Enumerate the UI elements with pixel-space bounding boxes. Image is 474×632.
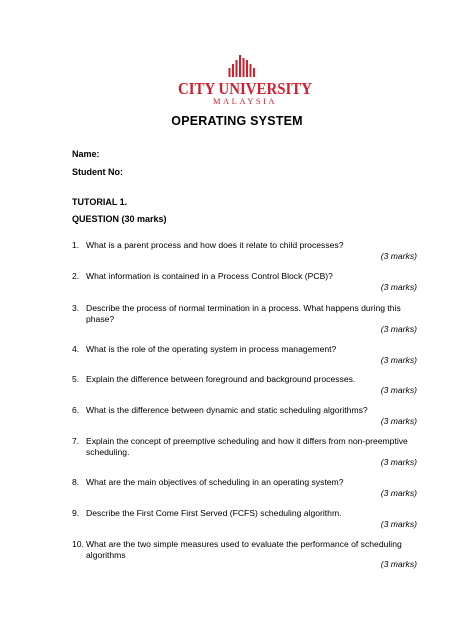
question-text-line: Describe the process of normal termination in a process. What happens during this: [86, 303, 401, 313]
question-marks: (3 marks): [380, 488, 417, 498]
logo-line-2: MALAYSIA: [212, 96, 278, 106]
question-marks: (3 marks): [380, 559, 417, 569]
name-label: Name:: [72, 149, 100, 159]
question-number: 9.: [72, 508, 80, 518]
tutorial-label: TUTORIAL 1.: [72, 197, 128, 207]
question-text-line: phase?: [86, 314, 115, 324]
question-number: 6.: [72, 405, 80, 415]
page-title: OPERATING SYSTEM: [171, 114, 303, 128]
question-text: [86, 240, 416, 251]
question-text: [86, 405, 416, 416]
question-number: 8.: [72, 477, 80, 487]
question-text-line: What are the two simple measures used to evaluate the performance of scheduling: [86, 539, 402, 549]
question-marks: (3 marks): [380, 324, 417, 334]
question-number: 4.: [72, 344, 80, 354]
question-text: [86, 271, 416, 282]
question-marks: (3 marks): [380, 251, 417, 261]
question-marks: (3 marks): [380, 355, 417, 365]
question-text: [86, 374, 416, 385]
question-number: 7.: [72, 436, 80, 446]
question-header: QUESTION (30 marks): [72, 214, 167, 224]
question-number: 1.: [72, 240, 80, 250]
question-marks: (3 marks): [380, 282, 417, 292]
question-text: [86, 539, 416, 561]
question-marks: (3 marks): [380, 519, 417, 529]
student-no-label: Student No:: [72, 167, 123, 177]
question-text-line: What is a parent process and how does it relate to child processes?: [86, 240, 344, 250]
question-text: [86, 436, 416, 458]
question-text: [86, 303, 416, 325]
question-text-line: What is the role of the operating system in process management?: [86, 344, 337, 354]
tower-emblem: [229, 55, 256, 77]
question-marks: (3 marks): [380, 416, 417, 426]
question-text-line: What are the main objectives of scheduling in an operating system?: [86, 477, 344, 487]
question-marks: (3 marks): [380, 385, 417, 395]
question-text-line: Explain the concept of preemptive scheduling and how it differs from non-preemptive: [86, 436, 408, 446]
university-logo-graphic: [176, 55, 314, 105]
question-number: 5.: [72, 374, 80, 384]
question-text-line: Describe the First Come First Served (FCFS) scheduling algorithm.: [86, 508, 342, 518]
question-text-line: scheduling.: [86, 447, 130, 457]
question-number: 2.: [72, 271, 80, 281]
question-marks: (3 marks): [380, 457, 417, 467]
university-logo: [176, 55, 314, 105]
question-text-line: What is the difference between dynamic and static scheduling algorithms?: [86, 405, 368, 415]
question-text: [86, 344, 416, 355]
question-text: [86, 477, 416, 488]
question-text-line: Explain the difference between foreground and background processes.: [86, 374, 356, 384]
question-text-line: algorithms: [86, 550, 126, 560]
logo-line-1: CITY UNIVERSITY: [178, 79, 312, 98]
question-text-line: What information is contained in a Process Control Block (PCB)?: [86, 271, 333, 281]
question-number: 3.: [72, 303, 80, 313]
question-number: 10.: [72, 539, 84, 549]
question-text: [86, 508, 416, 519]
